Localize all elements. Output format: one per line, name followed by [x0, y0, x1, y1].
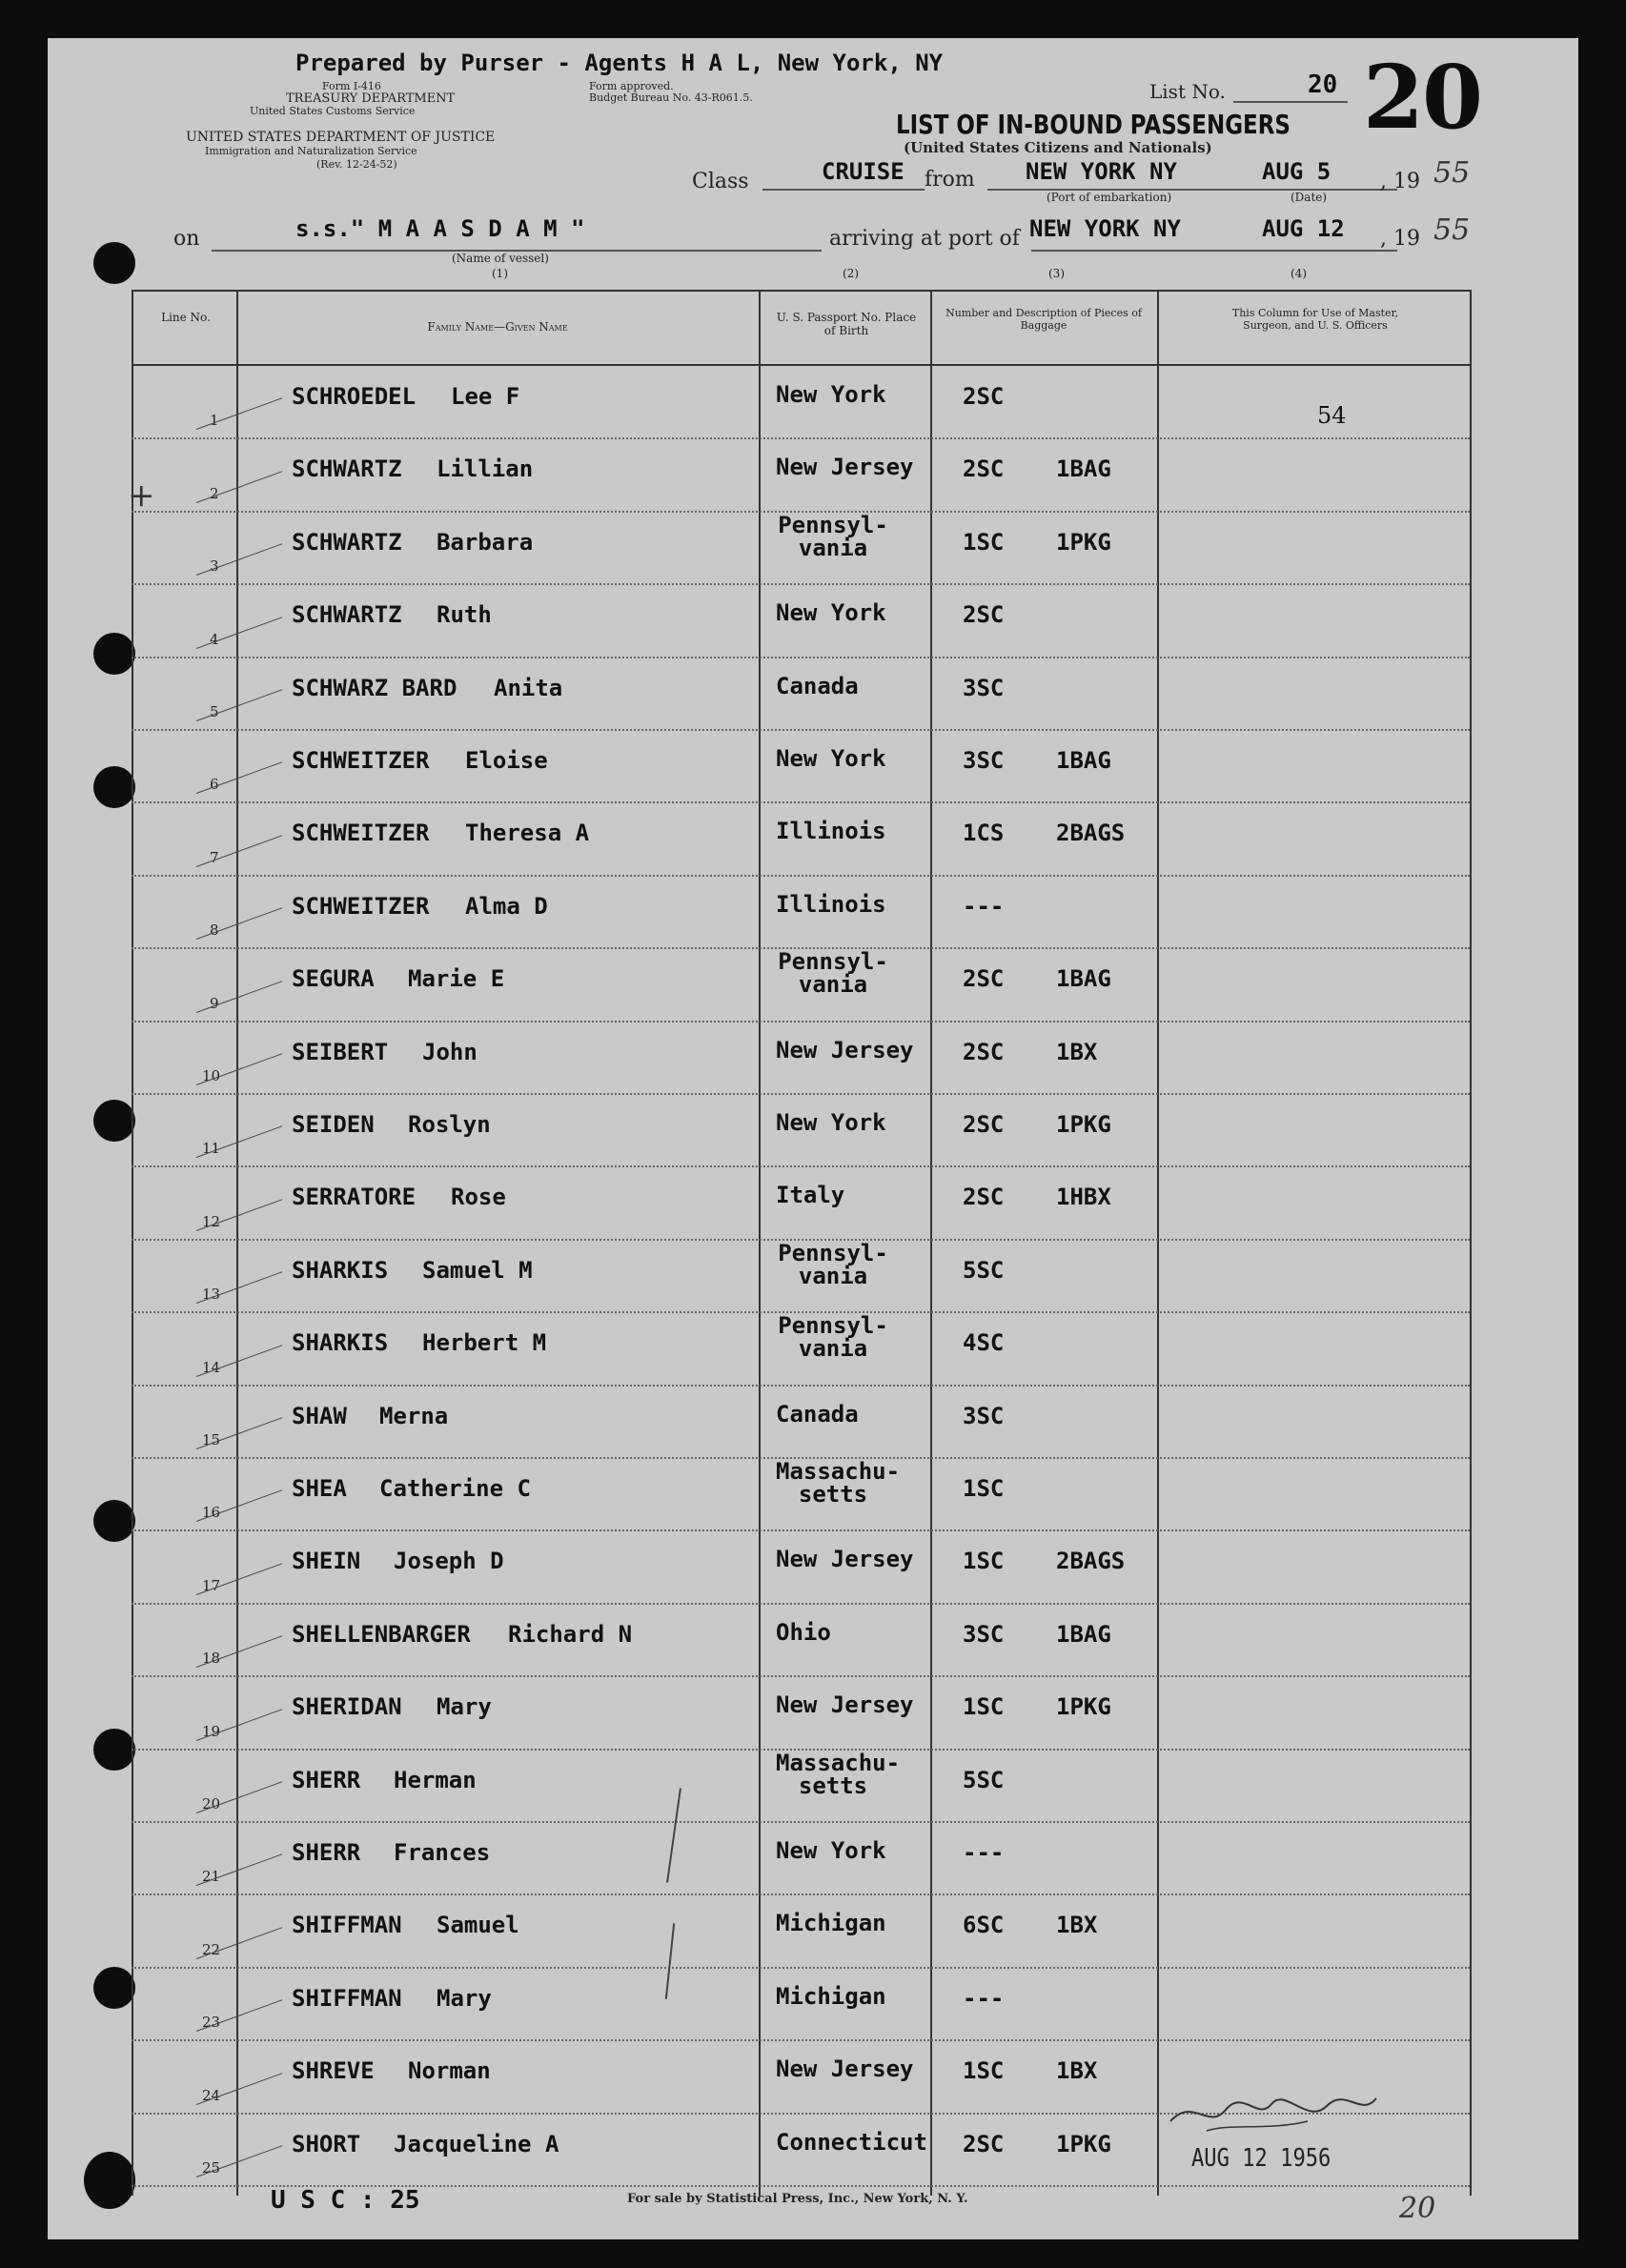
place-of-birth: Illinois: [776, 818, 886, 845]
baggage-description: 1BX: [1056, 1912, 1098, 1939]
table-row: [132, 658, 1470, 730]
given-name: Norman: [408, 2057, 491, 2085]
given-name: Herbert M: [422, 1329, 547, 1357]
given-name: Barbara: [437, 528, 534, 556]
baggage-count: ---: [963, 1984, 1005, 2012]
family-name: SHEIN: [292, 1548, 361, 1575]
given-name: Ruth: [437, 601, 492, 629]
departure-date: AUG 5: [1262, 158, 1331, 185]
arrival-underline: [1031, 250, 1397, 252]
given-name: Rose: [451, 1184, 506, 1211]
justice-dept: UNITED STATES DEPARTMENT OF JUSTICE: [186, 130, 496, 145]
baggage-description: 1BX: [1056, 2057, 1098, 2085]
date-caption: (Date): [1291, 191, 1328, 204]
place-of-birth: Pennsyl- vania: [778, 1312, 888, 1363]
table-row: [132, 1894, 1470, 1967]
place-of-birth: Pennsyl- vania: [778, 948, 888, 999]
port-embark-caption: (Port of embarkation): [1047, 191, 1172, 204]
customs-service: United States Customs Service: [250, 105, 416, 117]
place-of-birth: Massachu- setts: [776, 1749, 901, 1799]
baggage-description: 1HBX: [1056, 1184, 1111, 1211]
table-row: [132, 1676, 1470, 1749]
table-row: [132, 1822, 1470, 1894]
table-row: [132, 438, 1470, 511]
usc-count: U S C : 25: [271, 2186, 420, 2215]
baggage-count: 2SC: [963, 456, 1005, 483]
family-name: SCHWEITZER: [292, 892, 430, 920]
table-top-rule: [132, 290, 1470, 292]
baggage-description: 1BAG: [1056, 747, 1111, 774]
given-name: Joseph D: [394, 1548, 504, 1575]
place-of-birth: Ohio: [776, 1618, 831, 1646]
table-row: [132, 1386, 1470, 1458]
given-name: Catherine C: [379, 1475, 531, 1502]
place-of-birth: New York: [776, 745, 886, 772]
line-number: 18: [202, 1650, 221, 1668]
header-baggage: Number and Description of Pieces of Baggage: [945, 307, 1142, 332]
line-number: 21: [202, 1868, 221, 1886]
baggage-count: 2SC: [963, 1038, 1005, 1065]
family-name: SCHWEITZER: [292, 820, 430, 847]
family-name: SEIBERT: [292, 1038, 389, 1065]
family-name: SEIDEN: [292, 1111, 375, 1138]
baggage-count: 4SC: [963, 1329, 1005, 1357]
line-number: 12: [202, 1212, 221, 1230]
place-of-birth: Illinois: [776, 890, 886, 918]
family-name: SCHWARTZ: [292, 456, 402, 483]
baggage-count: 5SC: [963, 1766, 1005, 1793]
baggage-count: 3SC: [963, 1402, 1005, 1429]
line-number: 22: [202, 1940, 221, 1958]
departure-year: 55: [1433, 156, 1471, 190]
cross-mark: +: [128, 476, 155, 515]
given-name: Marie E: [408, 965, 505, 993]
year-prefix-arr: , 19: [1380, 227, 1420, 251]
baggage-description: 2BAGS: [1056, 1548, 1126, 1575]
given-name: Merna: [379, 1402, 449, 1429]
punch-hole: [93, 1500, 135, 1542]
place-of-birth: Massachu- setts: [776, 1458, 901, 1508]
arrival-date: AUG 12: [1262, 215, 1345, 242]
col-rule-6: [1470, 290, 1472, 2196]
port-of-embarkation: NEW YORK NY: [1026, 158, 1177, 185]
class-label: Class: [692, 170, 749, 193]
baggage-count: 3SC: [963, 747, 1005, 774]
place-of-birth: New Jersey: [776, 1546, 914, 1573]
line-number: 9: [210, 994, 219, 1012]
officer-note: 54: [1317, 402, 1347, 429]
place-of-birth: Canada: [776, 1400, 859, 1428]
baggage-count: 2SC: [963, 1111, 1005, 1138]
place-of-birth: New York: [776, 1837, 886, 1864]
port-of-arrival: NEW YORK NY: [1029, 215, 1181, 242]
place-of-birth: Pennsyl- vania: [778, 511, 888, 561]
family-name: SCHWARTZ: [292, 601, 402, 629]
given-name: Roslyn: [408, 1111, 491, 1138]
table-row: [132, 1604, 1470, 1676]
on-label: on: [173, 227, 200, 251]
line-number: 5: [210, 703, 219, 720]
header-officers: This Column for Use of Master, Surgeon, and U. S. Officers: [1231, 307, 1399, 332]
table-row: [132, 1166, 1470, 1239]
immigration-service: Immigration and Naturalization Service: [205, 145, 417, 157]
table-row: [132, 1312, 1470, 1385]
family-name: SHERIDAN: [292, 1693, 402, 1721]
given-name: Theresa A: [465, 820, 590, 847]
place-of-birth: New Jersey: [776, 1691, 914, 1719]
page-number: 20: [1399, 2192, 1436, 2225]
prepared-by: Prepared by Purser - Agents H A L, New York, NY: [295, 50, 944, 76]
table-row: [132, 802, 1470, 875]
family-name: SERRATORE: [292, 1184, 417, 1211]
table-row: [132, 584, 1470, 657]
table-row: [132, 1458, 1470, 1530]
treasury-dept: TREASURY DEPARTMENT: [286, 91, 456, 106]
column-number-3: (3): [1048, 267, 1065, 280]
given-name: Mary: [437, 1984, 492, 2012]
table-row: [132, 512, 1470, 584]
punch-hole: [93, 633, 135, 675]
given-name: Anita: [494, 674, 563, 701]
line-number: 8: [210, 921, 219, 940]
family-name: SHORT: [292, 2130, 361, 2157]
list-no-label: List No.: [1149, 80, 1226, 103]
line-number: 25: [202, 2159, 221, 2177]
baggage-count: 5SC: [963, 1256, 1005, 1284]
given-name: Richard N: [508, 1620, 633, 1648]
punch-hole: [93, 766, 135, 808]
list-no-typed: 20: [1308, 71, 1338, 99]
line-number: 3: [210, 557, 219, 576]
place-of-birth: New York: [776, 599, 886, 627]
table-row: [132, 1750, 1470, 1822]
from-label: from: [925, 168, 975, 192]
family-name: SHARKIS: [292, 1329, 389, 1357]
form-id: Form I-416: [322, 80, 381, 92]
column-number-4: (4): [1291, 267, 1307, 280]
list-no-stamped: 20: [1363, 46, 1482, 149]
table-row: [132, 1968, 1470, 2040]
given-name: Mary: [437, 1693, 492, 1721]
line-number: 14: [202, 1358, 221, 1376]
baggage-count: 1CS: [963, 820, 1005, 847]
given-name: Samuel: [437, 1912, 519, 1939]
place-of-birth: New York: [776, 1109, 886, 1136]
punch-hole: [93, 1967, 135, 2009]
form-subtitle: (United States Citizens and Nationals): [904, 139, 1212, 156]
place-of-birth: New Jersey: [776, 454, 914, 481]
baggage-count: 1SC: [963, 1548, 1005, 1575]
line-number: 7: [210, 848, 219, 866]
baggage-description: 1BAG: [1056, 456, 1111, 483]
line-number: 23: [202, 2014, 221, 2032]
line-number: 6: [210, 776, 219, 794]
table-row: [132, 876, 1470, 948]
baggage-count: 3SC: [963, 1620, 1005, 1648]
header-passport: U. S. Passport No. Place of Birth: [776, 311, 917, 337]
place-of-birth: Michigan: [776, 1910, 886, 1937]
family-name: SHIFFMAN: [292, 1912, 402, 1939]
list-no-underline: [1233, 101, 1348, 103]
form-revision: (Rev. 12-24-52): [316, 158, 397, 171]
line-number: 24: [202, 2086, 221, 2104]
baggage-description: 1PKG: [1056, 1111, 1111, 1138]
line-number: 1: [210, 412, 219, 430]
family-name: SCHROEDEL: [292, 383, 417, 410]
table-row: [132, 1094, 1470, 1166]
baggage-count: 3SC: [963, 674, 1005, 701]
class-value: CRUISE: [822, 158, 904, 185]
family-name: SHAW: [292, 1402, 347, 1429]
given-name: Lillian: [437, 456, 534, 483]
line-number: 13: [202, 1286, 221, 1304]
header-name: Family Name—Given Name: [427, 320, 568, 334]
header-line-no: Line No.: [161, 311, 211, 324]
place-of-birth: Connecticut: [776, 2128, 927, 2156]
baggage-count: ---: [963, 1839, 1005, 1866]
place-of-birth: New Jersey: [776, 1036, 914, 1063]
table-row: [132, 1022, 1470, 1094]
table-row: [132, 730, 1470, 802]
baggage-description: 1BX: [1056, 1038, 1098, 1065]
given-name: John: [422, 1038, 478, 1065]
punch-hole: [93, 1100, 135, 1142]
officer-signature: [1165, 2093, 1384, 2138]
arriving-label: arriving at port of: [829, 227, 1020, 251]
given-name: Eloise: [465, 747, 548, 774]
given-name: Herman: [394, 1766, 477, 1793]
table-row: [132, 1530, 1470, 1603]
baggage-count: 1SC: [963, 2057, 1005, 2085]
place-of-birth: New Jersey: [776, 2055, 914, 2083]
family-name: SHERR: [292, 1766, 361, 1793]
given-name: Samuel M: [422, 1256, 533, 1284]
family-name: SHIFFMAN: [292, 1984, 402, 2012]
baggage-count: 2SC: [963, 965, 1005, 993]
baggage-count: 6SC: [963, 1912, 1005, 1939]
table-row: [132, 948, 1470, 1021]
table-row: [132, 366, 1470, 438]
baggage-count: ---: [963, 892, 1005, 920]
baggage-count: 2SC: [963, 383, 1005, 410]
year-prefix-dep: , 19: [1380, 170, 1420, 193]
baggage-count: 1SC: [963, 528, 1005, 556]
baggage-description: 2BAGS: [1056, 820, 1126, 847]
baggage-description: 1PKG: [1056, 2130, 1111, 2157]
place-of-birth: Pennsyl- vania: [778, 1239, 888, 1289]
class-underline: [762, 189, 925, 191]
line-number: 15: [202, 1431, 221, 1448]
column-number-2: (2): [843, 267, 859, 280]
baggage-count: 2SC: [963, 1184, 1005, 1211]
line-number: 4: [210, 630, 219, 648]
family-name: SHARKIS: [292, 1256, 389, 1284]
given-name: Alma D: [465, 892, 548, 920]
line-number: 19: [202, 1722, 221, 1740]
line-number: 17: [202, 1576, 221, 1594]
baggage-count: 2SC: [963, 2130, 1005, 2157]
family-name: SHREVE: [292, 2057, 375, 2085]
printer-credit: For sale by Statistical Press, Inc., New York, N. Y.: [627, 2192, 968, 2206]
budget-bureau: Budget Bureau No. 43-R061.5.: [589, 91, 753, 104]
family-name: SHELLENBARGER: [292, 1620, 471, 1648]
baggage-count: 1SC: [963, 1693, 1005, 1721]
family-name: SCHWEITZER: [292, 747, 430, 774]
table-row: [132, 1240, 1470, 1312]
baggage-count: 2SC: [963, 601, 1005, 629]
place-of-birth: Michigan: [776, 1982, 886, 2010]
line-number: 10: [202, 1067, 221, 1084]
punch-hole: [93, 242, 135, 284]
given-name: Lee F: [451, 383, 520, 410]
vessel-caption: (Name of vessel): [452, 252, 549, 265]
arrival-year: 55: [1433, 213, 1471, 247]
line-number: 2: [210, 484, 219, 502]
family-name: SHERR: [292, 1839, 361, 1866]
line-number: 11: [202, 1140, 221, 1158]
baggage-description: 1BAG: [1056, 965, 1111, 993]
place-of-birth: New York: [776, 381, 886, 408]
line-number: 16: [202, 1504, 221, 1522]
given-name: Frances: [394, 1839, 491, 1866]
form-title: LIST OF IN-BOUND PASSENGERS: [896, 109, 1291, 140]
date-stamp: AUG 12 1956: [1191, 2144, 1331, 2173]
column-number-1: (1): [492, 267, 508, 280]
family-name: SHEA: [292, 1475, 347, 1502]
family-name: SCHWARZ BARD: [292, 674, 457, 701]
baggage-description: 1BAG: [1056, 1620, 1111, 1648]
line-number: 20: [202, 1795, 221, 1812]
place-of-birth: Italy: [776, 1182, 845, 1209]
baggage-count: 1SC: [963, 1475, 1005, 1502]
form-approved: Form approved.: [589, 80, 674, 92]
family-name: SCHWARTZ: [292, 528, 402, 556]
punch-hole: [84, 2152, 135, 2209]
family-name: SEGURA: [292, 965, 375, 993]
vessel-name: s.s." M A A S D A M ": [295, 215, 585, 242]
baggage-description: 1PKG: [1056, 528, 1111, 556]
given-name: Jacqueline A: [394, 2130, 559, 2157]
punch-hole: [93, 1729, 135, 1771]
place-of-birth: Canada: [776, 672, 859, 699]
baggage-description: 1PKG: [1056, 1693, 1111, 1721]
